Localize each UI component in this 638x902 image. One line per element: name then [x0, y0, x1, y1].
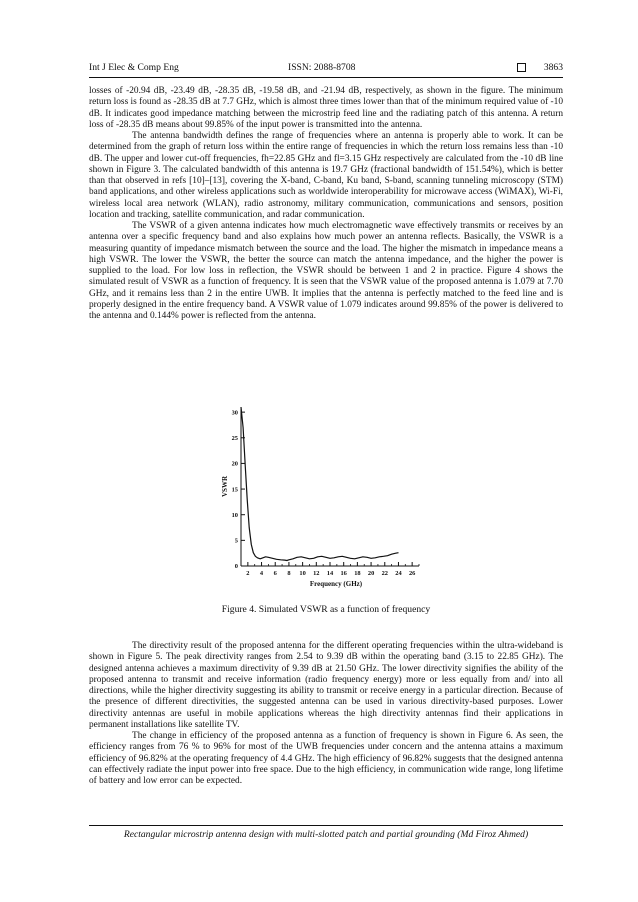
x-tick-label: 6	[273, 570, 277, 577]
x-tick-label: 20	[367, 570, 375, 577]
issn: ISSN: 2088-8708	[288, 62, 356, 73]
vswr-chart-svg	[214, 401, 444, 593]
x-tick-label: 16	[340, 570, 347, 577]
paragraph: losses of -20.94 dB, -23.49 dB, -28.35 dB, -19.58 dB, and -21.94 dB, respectively, as shown in the figure. The minimum return loss is found as -28.35 dB at 7.7 GHz, which is almost three times lower than that of the minimum required value of -10 dB. It indicates good impedance matching between the microstrip feed line and the radiating patch of this antenna. A return loss of -28.35 dB means about 99.85% of the input power is transmitted into the antenna.	[89, 86, 563, 130]
body-text-bottom	[89, 641, 563, 787]
vswr-chart	[214, 401, 444, 593]
page-number: 3863	[543, 62, 563, 73]
y-tick-label: 25	[231, 434, 238, 442]
footer-rule	[89, 825, 563, 826]
chart-marks	[241, 407, 399, 561]
x-tick-label: 26	[408, 570, 416, 577]
y-tick-label: 10	[231, 511, 238, 519]
x-tick-label: 2	[246, 570, 250, 577]
y-tick-label: 5	[234, 537, 238, 545]
running-footer: Rectangular microstrip antenna design with multi-slotted patch and partial grounding (Md Firoz Ahmed)	[123, 829, 529, 840]
chart-axes	[232, 407, 419, 577]
x-tick-label: 24	[395, 570, 402, 577]
y-tick-label: 20	[231, 460, 238, 468]
x-tick-label: 8	[287, 570, 291, 577]
y-tick-label: 15	[231, 486, 238, 494]
running-header	[89, 60, 563, 76]
x-tick-label: 4	[259, 570, 264, 577]
square-box-icon	[517, 63, 526, 72]
body-text-top	[89, 86, 563, 322]
y-axis-label: VSWR	[221, 475, 229, 498]
x-tick-label: 12	[313, 570, 320, 577]
x-tick-label: 10	[299, 570, 306, 577]
x-tick-label: 18	[354, 570, 361, 577]
paragraph: The directivity result of the proposed antenna for the different operating frequencies within the ultra-wideband is shown in Figure 5. The peak directivity ranges from 2.54 to 9.39 dB within the operating band (3.15 to 22.85 GHz). The designed antenna achieves a maximum directivity of 9.39 dB at 21.50 GHz. The lower directivity signifies the ability of the proposed antenna to transmit and receive information (radio frequency energy) more or less equally from and/ into all directions, while the higher directivity suggesting its ability to transmit or receive energy in a particular direction. Because of the presence of different directivities, the suggested antenna can be used in various directivity-based purposes. Lower directivity antennas are useful in mobile applications whereas the high directivity antennas find their applications in permanent installations like satellite TV.	[89, 641, 563, 730]
y-tick-label: 0	[234, 563, 238, 571]
y-tick-label: 30	[231, 409, 238, 417]
journal-name: Int J Elec & Comp Eng	[89, 62, 179, 73]
vswr-series-line	[241, 407, 399, 561]
x-axis-label: Frequency (GHz)	[309, 580, 363, 588]
figure-caption: Figure 4. Simulated VSWR as a function of frequency	[221, 604, 431, 615]
paragraph: The change in efficiency of the proposed antenna as a function of frequency is shown in Figure 6. As seen, the efficiency ranges from 76 % to 96% for most of the UWB frequencies under concern and the antenna attains a maximum efficiency of 96.82% at the operating frequency of 4.4 GHz. The high efficiency of 96.82% suggests that the designed antenna can effectively radiate the input power into free space. Due to the high efficiency, in communication wide range, long lifetime of battery and low error can be expected.	[89, 731, 563, 786]
paragraph: The antenna bandwidth defines the range of frequencies where an antenna is properly able to work. It can be determined from the graph of return loss within the entire range of frequencies in which the return loss remains less than -10 dB. The upper and lower cut-off frequencies, fh=22.85 GHz and fl=3.15 GHz respectively are calculated from the -10 dB line shown in Figure 3. The calculated bandwidth of this antenna is 19.7 GHz (fractional bandwidth of 151.54%), which is better than that observed in refs [10]–[13], covering the X-band, C-band, Ku band, S-band, scanning tunneling microscopy (STM) band applications, and other wireless applications such as worldwide interoperability for microwave access (WiMAX), Wi-Fi, wireless local area network (WLAN), radio astronomy, military communication, communications and sensors, position location and tracking, satellite communication, and radar communication.	[89, 131, 563, 220]
x-tick-label: 22	[381, 570, 388, 577]
x-tick-label: 14	[326, 570, 334, 577]
header-rule	[89, 77, 563, 78]
paragraph: The VSWR of a given antenna indicates how much electromagnetic wave effectively transmits or receives by an antenna over a specific frequency band and also explains how much power an antenna reflects. Basically, the VSWR is a measuring quantity of impedance mismatch between the source and the load. The higher the mismatch in impedance means a high VSWR. The lower the VSWR, the better the source can match the antenna impedance, and the higher the power is supplied to the load. For low loss in reflection, the VSWR should be between 1 and 2 in practice. Figure 4 shows the simulated result of VSWR as a function of frequency. It is seen that the VSWR value of the proposed antenna is 1.079 at 7.70 GHz, and it remains less than 2 in the entire UWB. It implies that the antenna is perfectly matched to the feed line and is properly designed in the entire frequency band. A VSWR value of 1.079 indicates around 99.85% of the power is delivered to the antenna and 0.144% power is reflected from the antenna.	[89, 221, 563, 321]
